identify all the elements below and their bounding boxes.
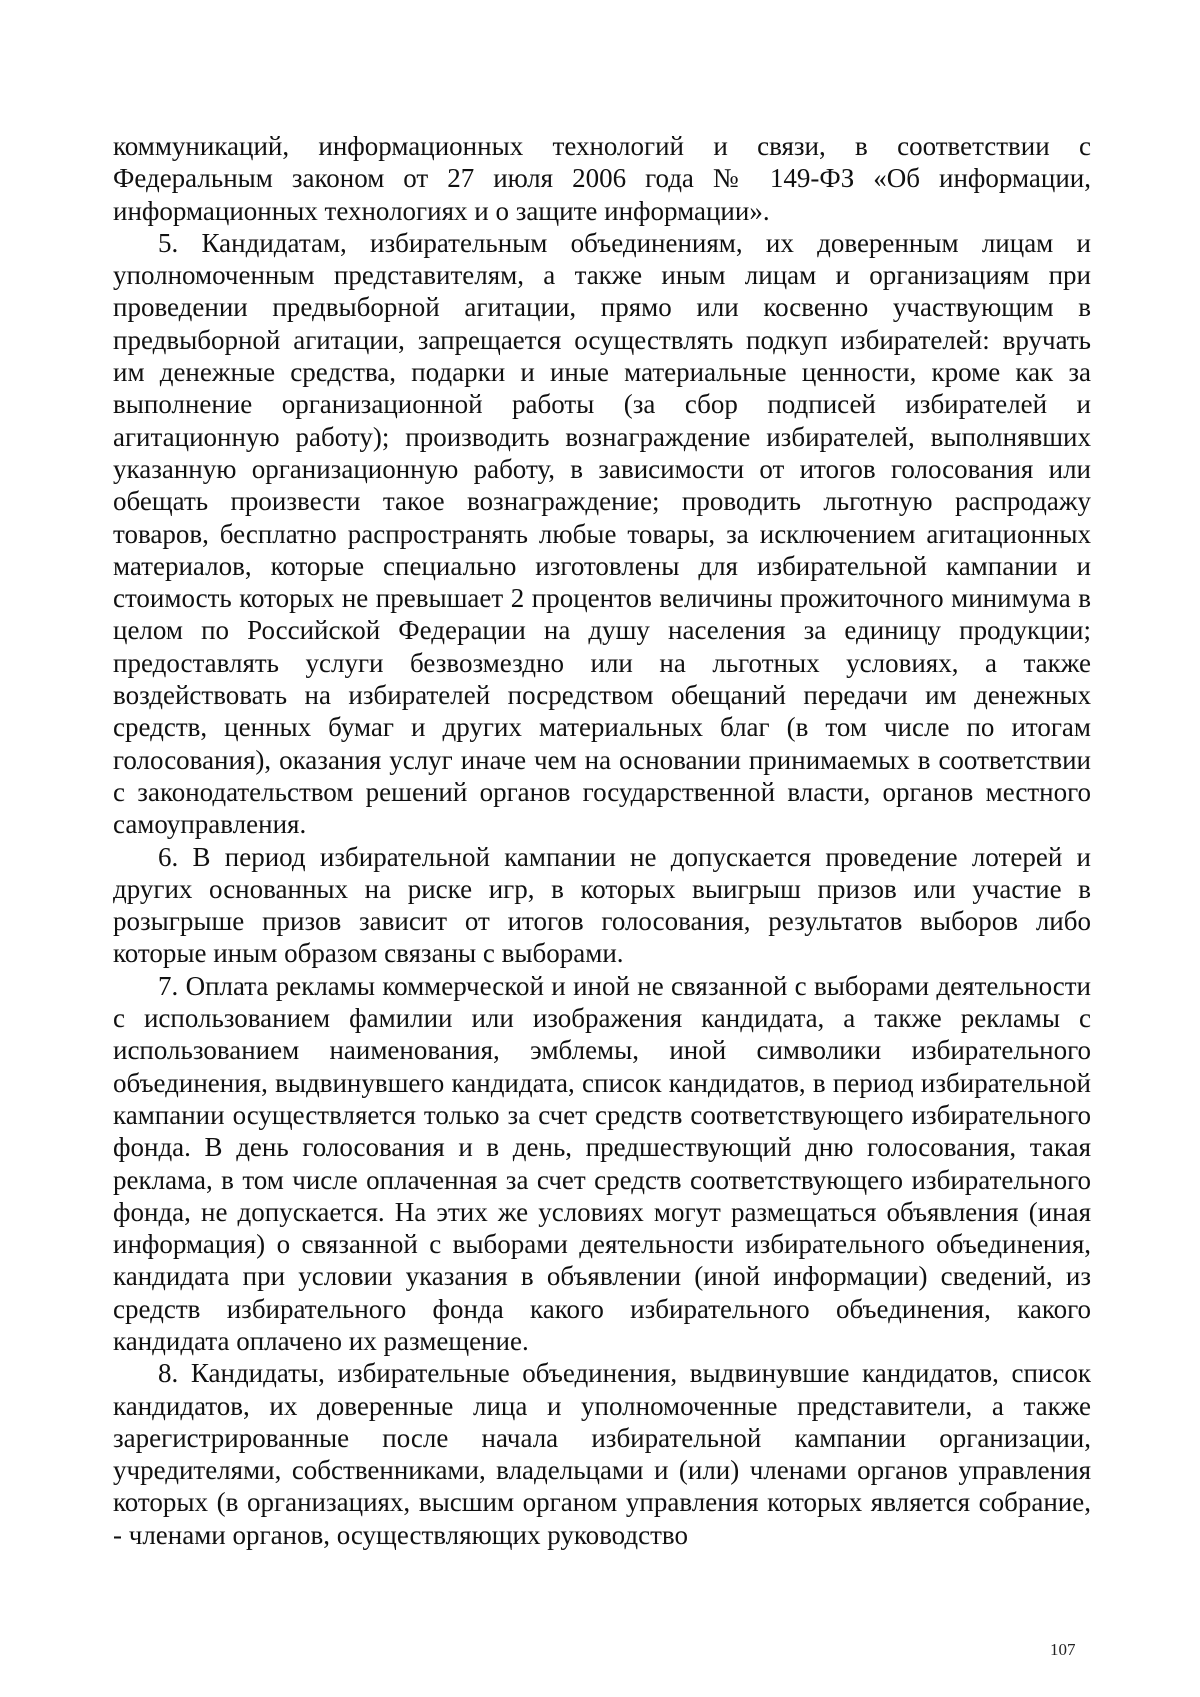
paragraph-item-5: 5. Кандидатам, избирательным объединениям, их доверенным лицам и уполномоченным представителям, а также иным лицам и организациям при проведении предвыборной агитации, прямо или косвенно участвующим в предвыборной агитации, запрещается осуществлять подкуп избирателей: вручать им денежные средства, подарки и иные материальные ценности, кроме как за выполнение организационной работы (за сбор подписей избирателей и агитационную работу); производить вознаграждение избирателей, выполнявших указанную организационную работу, в зависимости от итогов голосования или обещать произвести такое вознаграждение; проводить льготную распродажу товаров, бесплатно распространять любые товары, за исключением агитационных материалов, которые специально изготовлены для избирательной кампании и стоимость которых не превышает 2 процентов величины прожиточного минимума в целом по Российской Федерации на душу населения за единицу продукции; предоставлять услуги безвозмездно или на льготных условиях, а также воздействовать на избирателей посредством обещаний передачи им денежных средств, ценных бумаг и других материальных благ (в том числе по итогам голосования), оказания услуг иначе чем на основании принимаемых в соответствии с законодательством решений органов государственной власти, органов местного самоуправления. bbox=[113, 227, 1091, 840]
document-body bbox=[113, 130, 1091, 1551]
page-number: 107 bbox=[1050, 1640, 1076, 1659]
paragraph-continuation: коммуникаций, информационных технологий и связи, в соответствии с Федеральным законом от 27 июля 2006 года № 149-ФЗ «Об информации, информационных технологиях и о защите информации». bbox=[113, 131, 1091, 226]
paragraph-item-7: 7. Оплата рекламы коммерческой и иной не связанной с выборами деятельности с использованием фамилии или изображения кандидата, а также рекламы с использованием наименования, эмблемы, иной символики избирательного объединения, выдвинувшего кандидата, список кандидатов, в период избирательной кампании осуществляется только за счет средств соответствующего избирательного фонда. В день голосования и в день, предшествующий дню голосования, такая реклама, в том числе оплаченная за счет средств соответствующего избирательного фонда, не допускается. На этих же условиях могут размещаться объявления (иная информация) о связанной с выборами деятельности избирательного объединения, кандидата при условии указания в объявлении (иной информации) сведений, из средств избирательного фонда какого избирательного объединения, какого кандидата оплачено их размещение. bbox=[113, 970, 1091, 1356]
paragraph-item-8: 8. Кандидаты, избирательные объединения, выдвинувшие кандидатов, список кандидатов, их доверенные лица и уполномоченные представители, а также зарегистрированные после начала избирательной кампании организации, учредителями, собственниками, владельцами и (или) членами органов управления которых (в организациях, высшим органом управления которых является собрание, - членами органов, осуществляющих руководство bbox=[113, 1358, 1091, 1550]
paragraph-item-6: 6. В период избирательной кампании не допускается проведение лотерей и других основанных на риске игр, в которых выигрыш призов или участие в розыгрыше призов зависит от итогов голосования, результатов выборов либо которые иным образом связаны с выборами. bbox=[113, 841, 1091, 969]
